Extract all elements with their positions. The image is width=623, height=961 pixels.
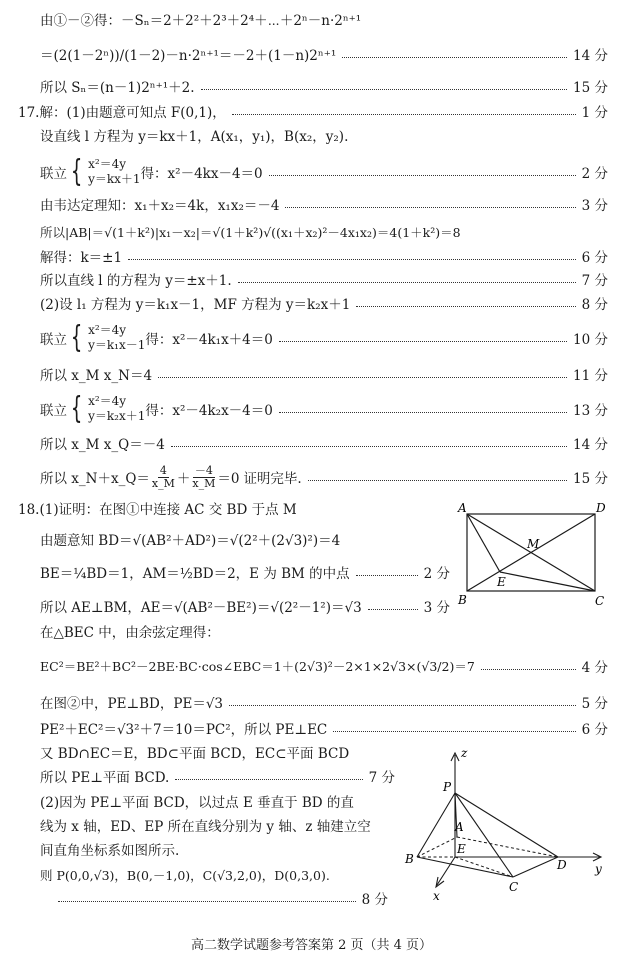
segment-ec xyxy=(500,572,595,591)
edge-pd xyxy=(455,793,558,857)
edge-pc xyxy=(455,793,513,877)
line-15: 所以 x_N＋x_Q＝ $\frac{4}{x\_M}$ ＋ $\frac{-4}{x\_M}$ ＝0 证明完毕. 15 分 xyxy=(40,463,608,490)
score: 6 分 xyxy=(581,722,608,738)
line-24: 又 BD∩EC＝E，BD⊂平面 BCD，EC⊂平面 BCD xyxy=(40,746,350,762)
line-9: 所以直线 l 的方程为 y＝±x＋1. 7 分 xyxy=(40,269,608,289)
line-26: (2)因为 PE⊥平面 BCD，以过点 E 垂直于 BD 的直 xyxy=(40,795,354,811)
equation-system-2 xyxy=(67,320,146,355)
line-18: BE＝¼BD＝1，AM＝½BD＝2，E 为 BM 的中点 2 分 xyxy=(40,562,450,582)
leader-dots xyxy=(238,282,576,283)
brace-icon: { xyxy=(70,391,83,426)
line-16: 18.(1)证明：在图①中连接 AC 交 BD 于点 M xyxy=(18,502,297,518)
leader-dots xyxy=(229,705,576,706)
leader-dots xyxy=(269,175,576,176)
label-e: E xyxy=(497,575,506,589)
line-23: PE²＋EC²＝√3²＋7＝10＝PC²，所以 PE⊥EC 6 分 xyxy=(40,718,608,738)
page-footer: 高二数学试题参考答案第 2 页（共 4 页） xyxy=(190,938,433,953)
leader-dots xyxy=(481,669,576,670)
system-label: 联立 xyxy=(40,403,67,419)
leader-dots xyxy=(171,446,567,447)
system-label: 联立 xyxy=(40,166,67,182)
label-d: D xyxy=(596,501,606,515)
line-3: 17.解：(1)由题意可知点 F(0,1)， 1 分 xyxy=(18,101,608,121)
leader-dots xyxy=(308,480,567,481)
figure-2-pyramid xyxy=(395,745,610,905)
leader-dots xyxy=(279,341,567,342)
label-z: z xyxy=(461,746,468,760)
score: 14 分 xyxy=(573,48,608,64)
score: 7 分 xyxy=(368,770,395,786)
score: 15 分 xyxy=(573,471,608,487)
line-13: 联立 { x²＝4y y＝k₂x＋1 得：x²－4k₂x－4＝0 13 分 xyxy=(40,391,608,426)
score: 8 分 xyxy=(361,892,388,908)
leader-dots xyxy=(128,259,576,260)
line-11: 联立 { x²＝4y y＝k₁x－1 得：x²－4k₁x＋4＝0 10 分 xyxy=(40,320,608,355)
line-21: EC²＝BE²＋BC²－2BE·BC·cos∠EBC＝1＋(2√3)²－2×1×2√3×(√3/2)＝7 4 分 xyxy=(40,656,608,676)
edge-cd xyxy=(513,857,558,877)
score: 15 分 xyxy=(573,80,608,96)
label-b: B xyxy=(405,852,414,866)
line-28: 间直角坐标系如图所示. xyxy=(40,843,180,859)
score: 3 分 xyxy=(423,600,450,616)
equation-system-1 xyxy=(67,154,141,189)
line-20: 在△BEC 中，由余弦定理得： xyxy=(40,625,220,641)
label-p: P xyxy=(443,780,452,794)
line-29: 则 P(0,0,√3)，B(0,－1,0)，C(√3,2,0)，D(0,3,0). xyxy=(40,868,330,883)
label-m: M xyxy=(527,537,540,551)
label-c: C xyxy=(595,594,605,608)
score: 13 分 xyxy=(573,403,608,419)
score: 2 分 xyxy=(423,566,450,582)
score: 4 分 xyxy=(581,660,608,676)
segment-ae xyxy=(467,514,500,572)
line-2: 所以 Sₙ＝(n－1)2ⁿ⁺¹＋2. 15 分 xyxy=(40,76,608,96)
denominator: x_M xyxy=(192,476,216,490)
leader-dots xyxy=(232,114,576,115)
figure-1-rectangle xyxy=(455,500,615,610)
score: 14 分 xyxy=(573,437,608,453)
line-7: 所以|AB|＝√(1＋k²)|x₁－x₂|＝√(1＋k²)√((x₁＋x₂)²－4x₁x₂)＝4(1＋k²)＝8 xyxy=(40,225,461,240)
numerator: －4 xyxy=(194,463,213,477)
leader-dots xyxy=(368,609,418,610)
eq: y＝kx＋1 xyxy=(88,172,141,186)
x-arrow-icon xyxy=(436,877,444,887)
line-1: ＝(2(1－2ⁿ))/(1－2)－n·2ⁿ⁺¹＝－2＋(1－n)2ⁿ⁺¹ 14 分 xyxy=(40,44,608,64)
line-27: 线为 x 轴，ED、EP 所在直线分别为 y 轴、z 轴建立空 xyxy=(40,819,371,835)
leader-dots xyxy=(201,89,567,90)
equation-system-3 xyxy=(67,391,146,426)
label-d: D xyxy=(557,858,567,872)
leader-dots xyxy=(356,575,418,576)
label-x: x xyxy=(433,889,440,903)
line-19: 所以 AE⊥BM，AE＝√(AB²－BE²)＝√(2²－1²)＝√3 3 分 xyxy=(40,596,450,616)
edge-bc xyxy=(417,857,513,877)
score: 1 分 xyxy=(581,105,608,121)
leader-dots xyxy=(342,57,567,58)
label-y: y xyxy=(595,862,602,876)
score: 3 分 xyxy=(581,198,608,214)
score: 2 分 xyxy=(581,166,608,182)
leader-dots xyxy=(333,731,575,732)
score: 11 分 xyxy=(573,368,608,384)
fraction xyxy=(192,465,215,490)
eq: y＝k₁x－1 xyxy=(88,338,146,352)
label-b: B xyxy=(458,593,467,607)
leader-dots xyxy=(279,412,567,413)
score: 8 分 xyxy=(581,297,608,313)
score: 5 分 xyxy=(581,696,608,712)
score: 7 分 xyxy=(581,273,608,289)
brace-icon: { xyxy=(70,154,83,189)
line-10: (2)设 l₁ 方程为 y＝k₁x－1，MF 方程为 y＝k₂x＋1 8 分 xyxy=(40,293,608,313)
score: 6 分 xyxy=(581,250,608,266)
line-8: 解得：k＝±1 6 分 xyxy=(40,246,608,266)
eq: x²＝4y xyxy=(88,157,127,171)
system-label: 联立 xyxy=(40,332,67,348)
fraction xyxy=(152,465,175,490)
eq: x²＝4y xyxy=(88,394,127,408)
numerator: 4 xyxy=(159,463,167,477)
eq: y＝k₂x＋1 xyxy=(88,409,146,423)
leader-dots xyxy=(175,779,362,780)
leader-dots xyxy=(58,901,356,902)
edge-pb xyxy=(417,793,455,857)
denominator: x_M xyxy=(151,476,175,490)
leader-dots xyxy=(158,377,567,378)
line-12: 所以 x_M x_N＝4 11 分 xyxy=(40,364,608,384)
brace-icon: { xyxy=(70,320,83,355)
leader-dots xyxy=(285,207,575,208)
label-c: C xyxy=(509,880,519,894)
line-4: 设直线 l 方程为 y＝kx＋1，A(x₁，y₁)，B(x₂，y₂). xyxy=(40,129,349,145)
line-0: 由①－②得：－Sₙ＝2＋2²＋2³＋2⁴＋⋯＋2ⁿ－n·2ⁿ⁺¹ xyxy=(40,13,362,29)
line-6: 由韦达定理知：x₁＋x₂＝4k，x₁x₂＝－4 3 分 xyxy=(40,194,608,214)
line-25: 所以 PE⊥平面 BCD. 7 分 xyxy=(40,766,395,786)
label-a: A xyxy=(455,820,464,834)
line-30 xyxy=(58,888,388,908)
score: 10 分 xyxy=(573,332,608,348)
eq: x²＝4y xyxy=(88,323,127,337)
leader-dots xyxy=(356,306,575,307)
line-17: 由题意知 BD＝√(AB²＋AD²)＝√(2²＋(2√3)²)＝4 xyxy=(40,533,341,549)
label-e: E xyxy=(457,842,466,856)
line-14: 所以 x_M x_Q＝－4 14 分 xyxy=(40,433,608,453)
line-5: 联立 { x²＝4y y＝kx＋1 得：x²－4kx－4＝0 2 分 xyxy=(40,154,608,189)
line-22: 在图②中，PE⊥BD，PE＝√3 5 分 xyxy=(40,692,608,712)
label-a: A xyxy=(458,501,467,515)
